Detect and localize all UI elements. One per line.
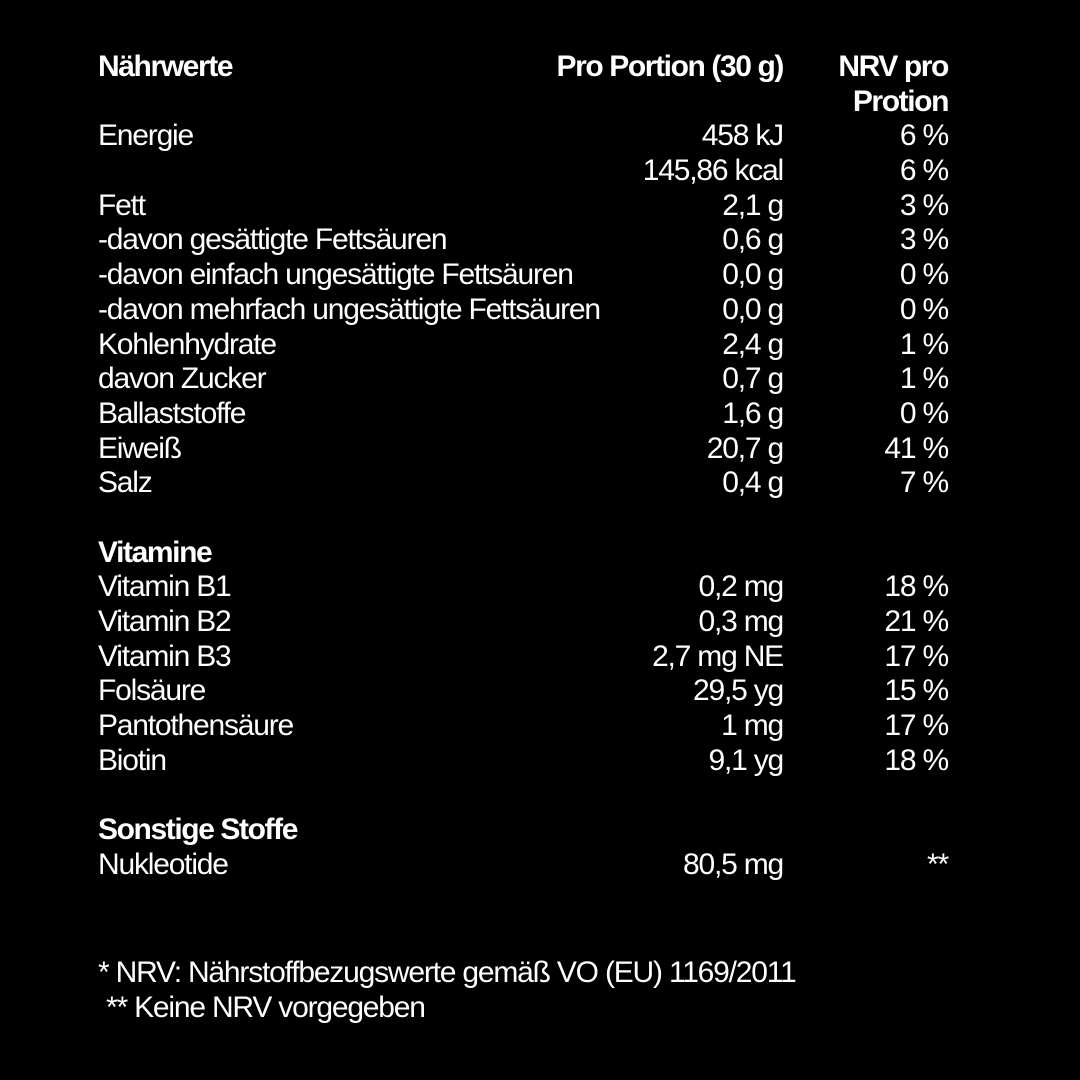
table-row [98, 189, 948, 224]
nutrient-name: Kohlenhydrate [98, 327, 276, 361]
nutrient-name: -davon mehrfach ungesättigte Fettsäuren [98, 292, 600, 326]
table-row [98, 466, 948, 501]
nutrient-name: Nukleotide [98, 847, 228, 881]
header-nutrients: Nährwerte [98, 50, 233, 83]
nrv-value: 41 % [884, 431, 948, 465]
nrv-value: 6 % [899, 154, 948, 188]
table-row [98, 258, 948, 293]
nutrient-name: -davon einfach ungesättigte Fettsäuren [98, 258, 573, 292]
other-title: Sonstige Stoffe [98, 813, 298, 847]
table-row [98, 848, 948, 883]
table-row [98, 674, 948, 709]
table-row [98, 223, 948, 258]
table-row [98, 570, 948, 605]
header-nrv-line1: NRV pro [838, 50, 948, 83]
nutrient-name: Biotin [98, 743, 166, 777]
nutrient-name: Vitamin B2 [98, 605, 231, 639]
nutrient-name: Salz [98, 466, 152, 500]
nrv-value: 15 % [884, 674, 948, 708]
table-row [98, 293, 948, 328]
nrv-value: 6 % [899, 119, 948, 153]
portion-value: 2,7 mg NE [652, 639, 783, 673]
nrv-value: 17 % [884, 709, 948, 743]
nutrient-name: Folsäure [98, 674, 206, 708]
nrv-value: 18 % [884, 743, 948, 777]
portion-value: 0,7 g [722, 362, 783, 396]
vitamins-section-title [98, 536, 948, 571]
table-row [98, 432, 948, 467]
table-row [98, 397, 948, 432]
header-nrv [838, 50, 948, 119]
portion-value: 0,2 mg [698, 570, 783, 604]
table-row [98, 640, 948, 675]
portion-value: 29,5 yg [692, 674, 783, 708]
header-per-portion: Pro Portion (30 g) [556, 50, 783, 83]
other-rows [98, 848, 948, 883]
section-gap [98, 501, 948, 536]
nutrient-name: Pantothensäure [98, 709, 294, 743]
nutrient-name: Vitamin B1 [98, 570, 231, 604]
nutrient-name: Energie [98, 119, 194, 153]
other-section-title [98, 813, 948, 848]
portion-value: 458 kJ [701, 119, 783, 153]
portion-value: 2,4 g [722, 327, 783, 361]
nrv-value: 18 % [884, 570, 948, 604]
portion-value: 2,1 g [722, 188, 783, 222]
nutrient-name: Fett [98, 188, 145, 222]
table-row [98, 119, 948, 154]
nutrient-name: davon Zucker [98, 362, 266, 396]
nrv-value: 3 % [899, 223, 948, 257]
table-row [98, 362, 948, 397]
nrv-value: 1 % [899, 362, 948, 396]
nutrient-rows [98, 119, 948, 501]
footnote-nrv: * NRV: Nährstoffbezugswerte gemäß VO (EU) 1169/2011 [98, 956, 796, 989]
header-nrv-line2: Protion [852, 84, 948, 118]
nutrition-table [98, 50, 948, 883]
table-row [98, 154, 948, 189]
vitamin-rows [98, 570, 948, 778]
portion-value: 0,0 g [722, 258, 783, 292]
portion-value: 1 mg [721, 709, 783, 743]
nrv-value: 17 % [884, 639, 948, 673]
table-header [98, 50, 948, 119]
portion-value: 145,86 kcal [642, 154, 783, 188]
portion-value: 1,6 g [722, 396, 783, 430]
vitamins-title: Vitamine [98, 535, 212, 569]
portion-value: 0,6 g [722, 223, 783, 257]
nutrient-name: Eiweiß [98, 431, 181, 465]
table-row [98, 709, 948, 744]
portion-value: 80,5 mg [683, 847, 783, 881]
portion-value: 20,7 g [706, 431, 783, 465]
nutrient-name: -davon gesättigte Fettsäuren [98, 223, 447, 257]
nrv-value: ** [927, 847, 948, 881]
nutrient-name: Ballaststoffe [98, 396, 246, 430]
footnotes [98, 955, 796, 1025]
nrv-value: 21 % [884, 605, 948, 639]
portion-value: 0,4 g [722, 466, 783, 500]
table-row [98, 744, 948, 779]
nrv-value: 0 % [899, 396, 948, 430]
portion-value: 9,1 yg [708, 743, 783, 777]
portion-value: 0,3 mg [698, 605, 783, 639]
table-row [98, 605, 948, 640]
nutrient-name: Vitamin B3 [98, 639, 231, 673]
footnote-no-nrv: ** Keine NRV vorgegeben [106, 991, 425, 1024]
nrv-value: 0 % [899, 258, 948, 292]
portion-value: 0,0 g [722, 292, 783, 326]
table-row [98, 328, 948, 363]
nrv-value: 0 % [899, 292, 948, 326]
section-gap [98, 778, 948, 813]
nrv-value: 3 % [899, 188, 948, 222]
nrv-value: 7 % [899, 466, 948, 500]
nrv-value: 1 % [899, 327, 948, 361]
